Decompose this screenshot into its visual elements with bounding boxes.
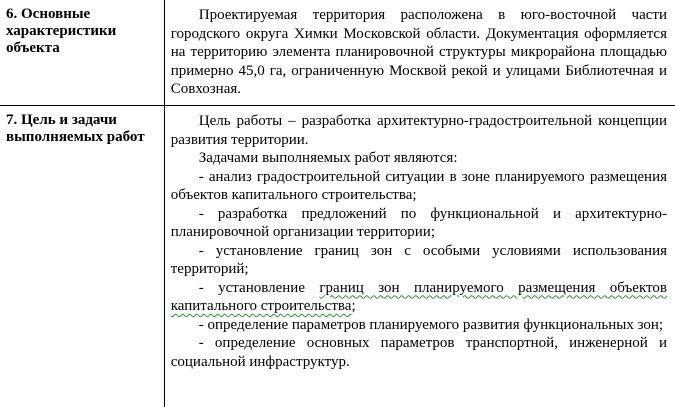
row-label-cell	[0, 0, 164, 106]
table-row	[0, 0, 675, 106]
row-content-cell	[164, 0, 675, 106]
row-label-cell	[0, 106, 164, 407]
tasks-intro: Задачами выполняемых работ являются:	[198, 150, 458, 167]
task-item-placement-zones	[171, 279, 667, 316]
task-item-suffix: ;	[351, 298, 356, 315]
task-item-proposals: - разработка предложений по функциональной и архитектурно-планировочной организации территории;	[170, 205, 667, 241]
task-item-functional-zones: - определение параметров планируемого развития функциональных зон;	[198, 316, 664, 333]
table-row	[0, 106, 675, 407]
task-item-infrastructure: - определение основных параметров транспортной, инженерной и социальной инфраструктур.	[170, 335, 667, 370]
row-content-cell	[164, 106, 675, 407]
task-item-analysis: - анализ градостроительной ситуации в зоне планируемого размещения объектов капитального строительства;	[170, 168, 667, 204]
row-label-characteristics: 6. Основные характеристики объекта	[6, 6, 117, 56]
goal-paragraph: Цель работы – разработка архитектурно-градостроительной концепции развития территории.	[170, 113, 667, 148]
characteristics-paragraph: Проектируемая территория расположена в юго-восточной части городского округа Химки Московской области. Документация оформляется на территорию элемента планировочной структуры микрорайона площадью примерно 45,0 га, ограниченную Москвой рекой и улицами Библиотечная и Совхозная.	[170, 7, 667, 97]
row-label-goals: 7. Цель и задачи выполняемых работ	[6, 112, 145, 146]
task-item-special-zones: - установление границ зон с особыми условиями использования территорий;	[170, 242, 667, 278]
task-item-prefix: - установление	[198, 279, 320, 296]
spellcheck-underlined-text: границ зон планируемого размещения объектов капитального строительства	[170, 279, 667, 315]
